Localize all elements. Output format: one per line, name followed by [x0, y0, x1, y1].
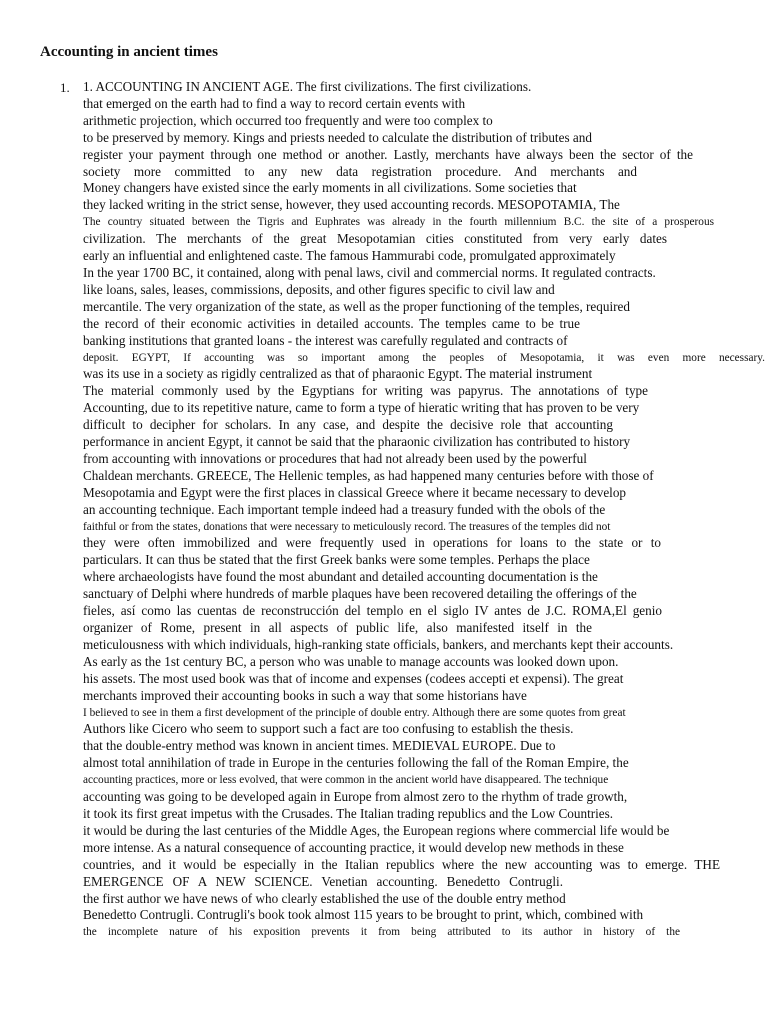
text-line: As early as the 1st century BC, a person who was unable to manage accounts was looked down upon.	[83, 653, 619, 669]
text-line: merchants improved their accounting books in such a way that some historians have	[83, 687, 527, 703]
text-line: almost total annihilation of trade in Europe in the centuries following the fall of the Roman Empire, the	[83, 755, 629, 771]
text-line: it took its first great impetus with the Crusades. The Italian trading republics and the Low Countries.	[83, 805, 614, 821]
text-line: 1. ACCOUNTING IN ANCIENT AGE. The first civilizations. The first civilizations.	[83, 79, 532, 94]
text-line: was its use in a society as rigidly centralized as that of pharaonic Egypt. The material instrument	[83, 366, 593, 382]
text-line: countries, and it would be especially in the Italian republics where the new accounting was to emerge. THE	[83, 856, 720, 872]
text-line: mercantile. The very organization of the state, as well as the proper functioning of the temples, required	[83, 298, 630, 314]
text-line: they were often immobilized and were frequently used in operations for loans to the state or to	[83, 535, 661, 551]
text-line: organizer of Rome, present in all aspects of public life, also manifested itself in the	[83, 620, 592, 635]
text-line: deposit. EGYPT, If accounting was so important among the peoples of Mesopotamia, it was even more necessary.	[83, 351, 765, 364]
text-line: his assets. The most used book was that of income and expenses (codees accepti et expensi). The great	[83, 670, 624, 686]
text-line: to be preserved by memory. Kings and priests needed to calculate the distribution of tributes and	[83, 129, 592, 145]
text-line: the first author we have news of who clearly established the use of the double entry method	[83, 890, 566, 906]
text-line: performance in ancient Egypt, it cannot be said that the pharaonic civilization has contributed to history	[83, 434, 631, 450]
text-line: an accounting technique. Each important temple indeed had a treasury funded with the obols of the	[83, 501, 606, 517]
text-line: fieles, así como las cuentas de reconstrucción del templo en el siglo IV antes de J.C. ROMA,El genio	[83, 603, 662, 619]
text-line: more intense. As a natural consequence of accounting practice, it would develop new methods in these	[83, 839, 624, 855]
text-line: where archaeologists have found the most abundant and detailed accounting documentation is the	[83, 569, 598, 585]
text-line: the incomplete nature of his exposition prevents it from being attributed to its author in history of the	[83, 926, 680, 939]
text-line: civilization. The merchants of the great Mesopotamian cities constituted from very early dates	[83, 231, 667, 247]
text-line: faithful or from the states, donations that were necessary to meticulously record. The treasures of the temples did not	[83, 520, 611, 533]
list-item-number: 1.	[60, 80, 70, 95]
text-line: meticulousness with which individuals, high-ranking state officials, bankers, and merchants kept their accounts.	[83, 636, 674, 652]
text-line: EMERGENCE OF A NEW SCIENCE. Venetian accounting. Benedetto Contrugli.	[83, 873, 563, 889]
text-line: Authors like Cicero who seem to support such a fact are too confusing to establish the thesis.	[83, 721, 574, 737]
text-line: The material commonly used by the Egyptians for writing was papyrus. The annotations of type	[83, 383, 648, 399]
text-line: that the double-entry method was known in ancient times. MEDIEVAL EUROPE. Due to	[83, 738, 556, 754]
text-line: society more committed to any new data registration procedure. And merchants and	[83, 163, 637, 179]
text-line: like loans, sales, leases, commissions, deposits, and other figures specific to civil law and	[83, 281, 555, 297]
text-line: Benedetto Contrugli. Contrugli's book took almost 115 years to be brought to print, which, combined with	[83, 907, 644, 923]
text-line: Money changers have existed since the early moments in all civilizations. Some societies that	[83, 180, 577, 196]
text-line: Accounting, due to its repetitive nature, came to form a type of hieratic writing that has proven to be very	[83, 400, 640, 416]
text-line: Mesopotamia and Egypt were the first places in classical Greece where it became necessary to develop	[83, 484, 627, 500]
text-line: the record of their economic activities in detailed accounts. The temples came to be true	[83, 315, 580, 331]
text-line: from accounting with innovations or procedures that had not already been used by the powerful	[83, 450, 587, 466]
text-line: accounting was going to be developed again in Europe from almost zero to the rhythm of trade growth,	[83, 789, 628, 805]
document-body	[83, 79, 765, 941]
text-line: arithmetic projection, which occurred too frequently and were too complex to	[83, 112, 493, 128]
text-line: The country situated between the Tigris and Euphrates was already in the fourth millennium B.C. the site of a prosperous	[83, 216, 714, 229]
text-line: sanctuary of Delphi where hundreds of marble plaques have been recovered detailing the offerings of the	[83, 586, 637, 602]
text-line: In the year 1700 BC, it contained, along with penal laws, civil and commercial norms. It regulated contracts.	[83, 264, 656, 280]
text-line: I believed to see in them a first development of the principle of double entry. Although there are some quotes from great	[83, 706, 626, 719]
text-line: Chaldean merchants. GREECE, The Hellenic temples, as had happened many centuries before with those of	[83, 467, 654, 483]
text-line: that emerged on the earth had to find a way to record certain events with	[83, 95, 466, 111]
text-line: difficult to decipher for scholars. In any case, and despite the decisive role that accounting	[83, 417, 613, 433]
text-line: banking institutions that granted loans - the interest was carefully regulated and contracts of	[83, 332, 568, 348]
text-line: register your payment through one method or another. Lastly, merchants have always been the sector of the	[83, 146, 693, 162]
text-line: particulars. It can thus be stated that the first Greek banks were some temples. Perhaps the place	[83, 552, 590, 568]
document-title: Accounting in ancient times	[40, 44, 218, 60]
text-line: they lacked writing in the strict sense, however, they used accounting records. MESOPOTAMIA, The	[83, 197, 620, 213]
text-line: early an influential and enlightened caste. The famous Hammurabi code, promulgated approximately	[83, 248, 616, 264]
text-line: accounting practices, more or less evolved, that were common in the ancient world have disappeared. The technique	[83, 774, 609, 787]
text-line: it would be during the last centuries of the Middle Ages, the European regions where commercial life would be	[83, 822, 670, 838]
